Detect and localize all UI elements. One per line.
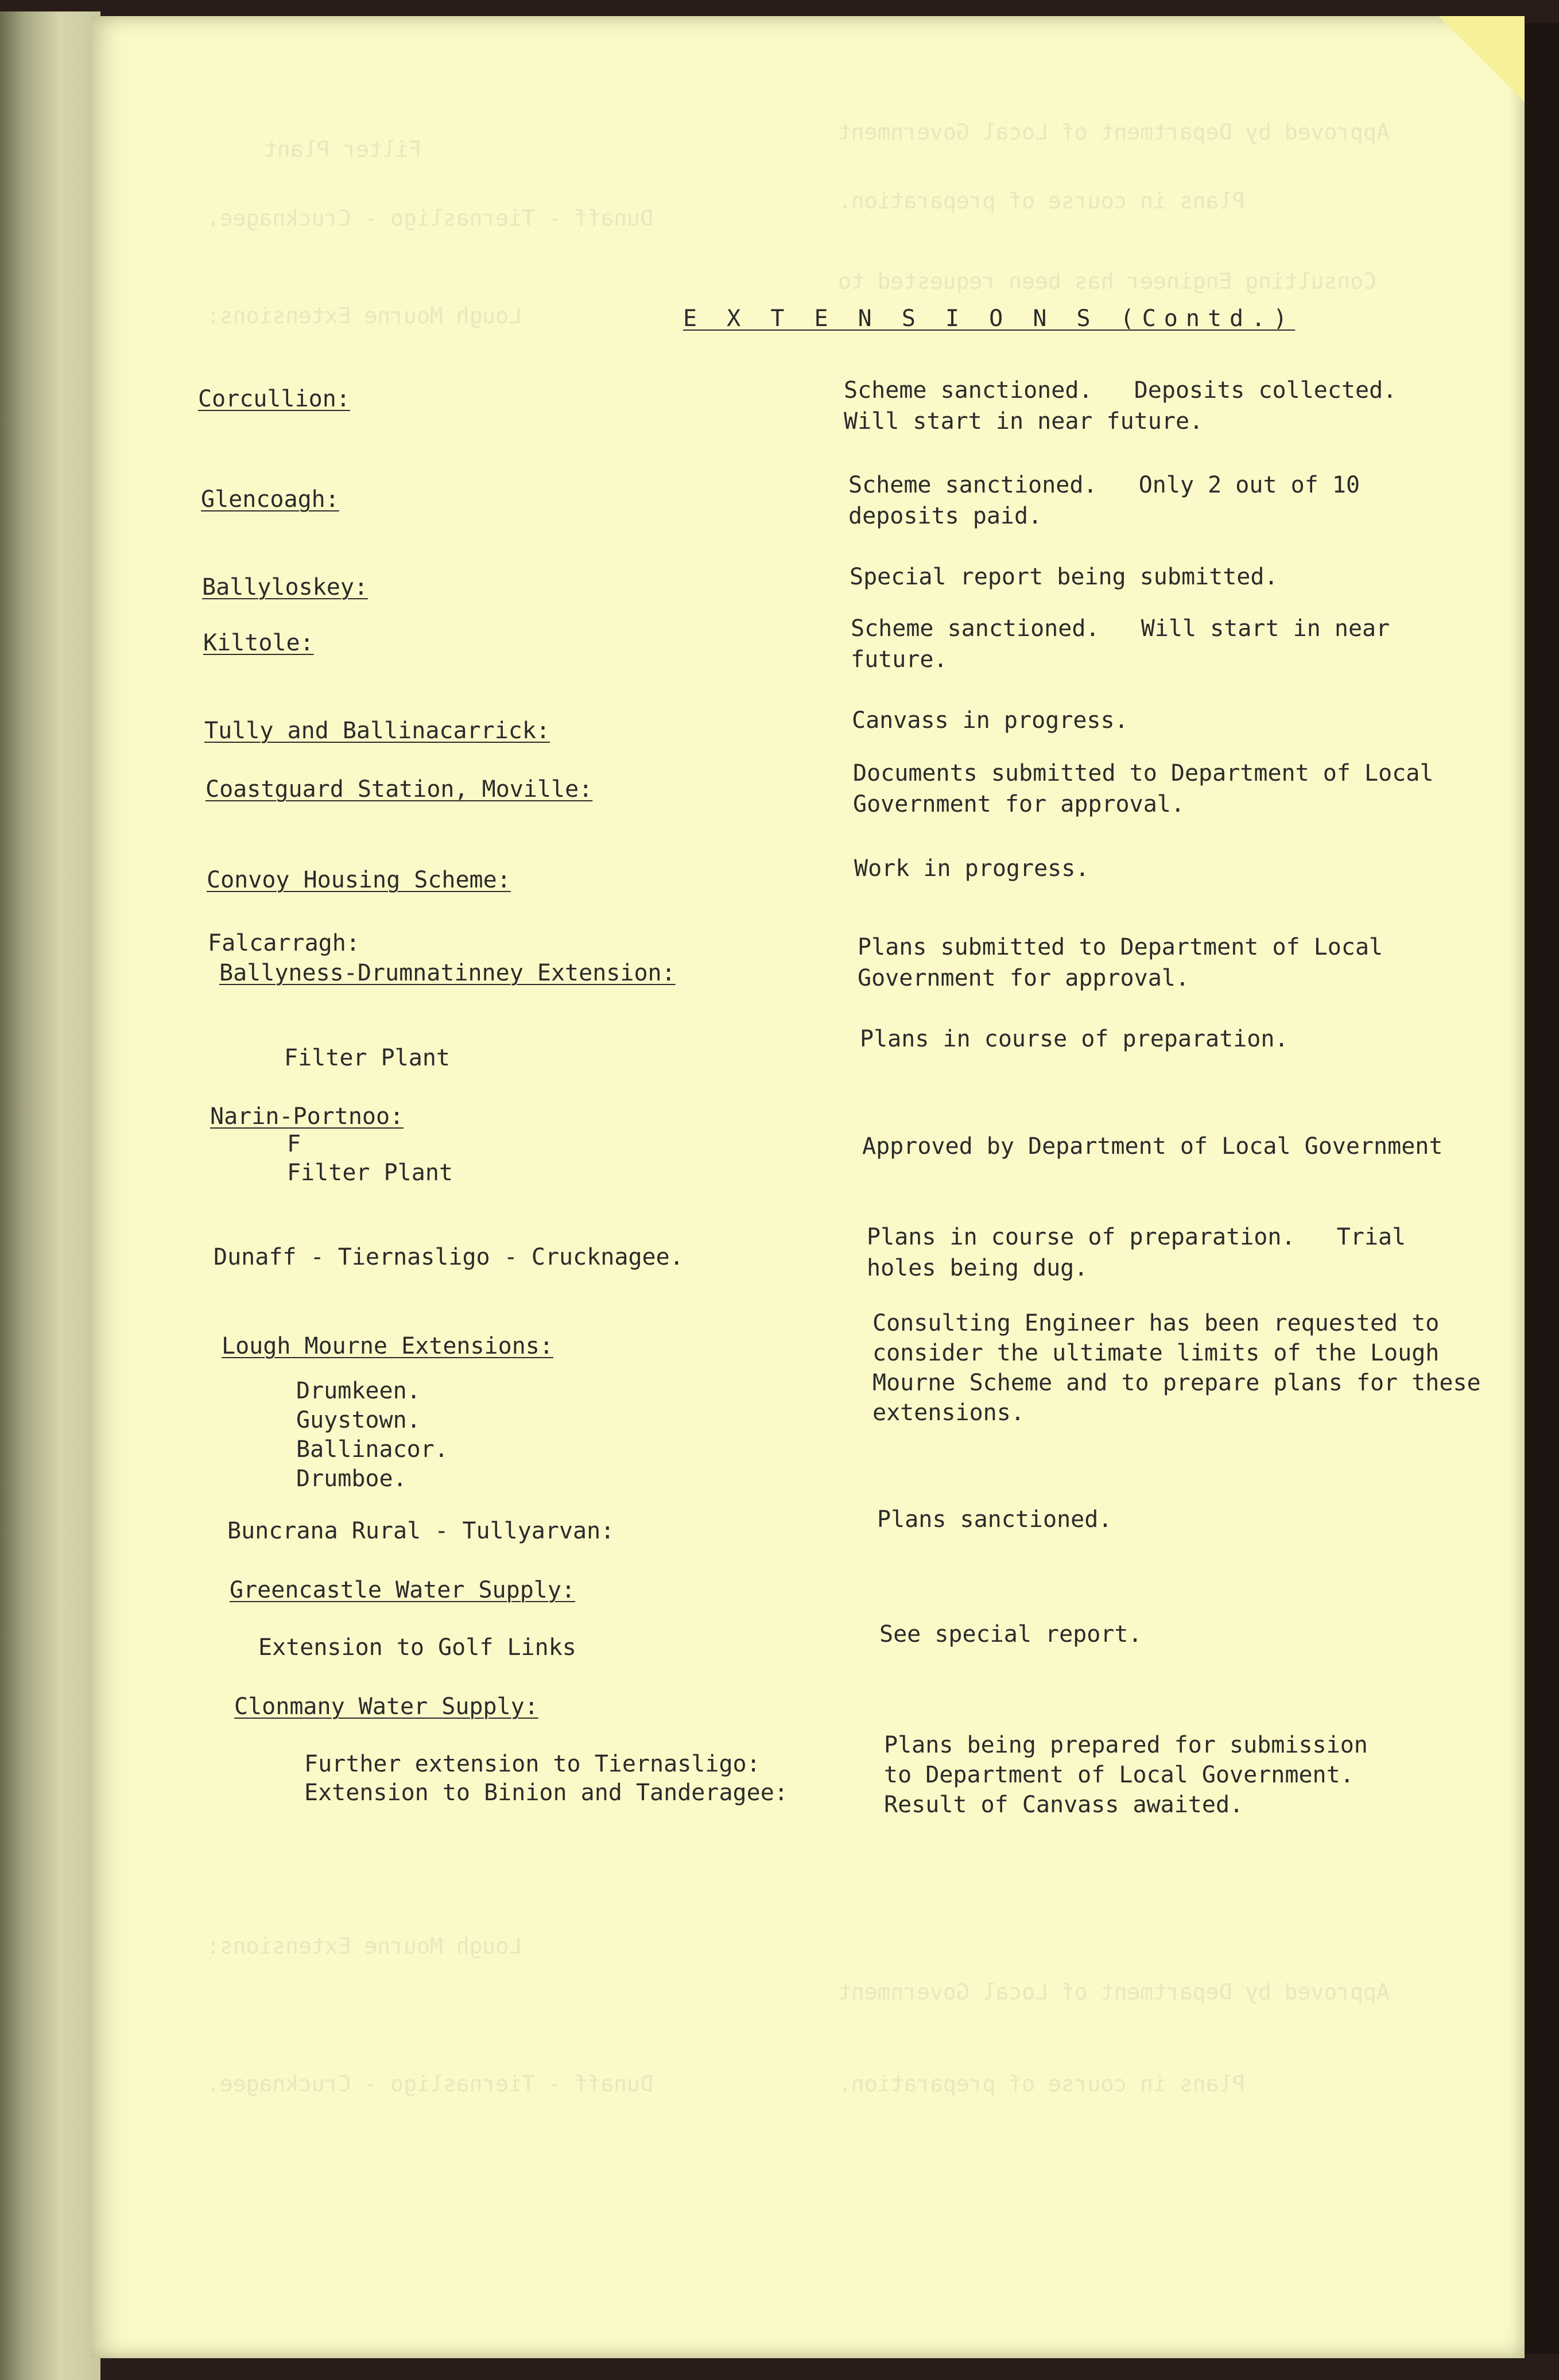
item-sub-location: Drumboe. (296, 1466, 407, 1492)
item-status-line: Mourne Scheme and to prepare plans for these (872, 1370, 1481, 1396)
item-heading-buncrana: Buncrana Rural - Tullyarvan: (227, 1518, 615, 1544)
item-status-line: future. (851, 646, 948, 673)
item-heading-convoy: Convoy Housing Scheme: (207, 867, 511, 893)
item-heading-ballyloskey: Ballyloskey: (202, 574, 368, 600)
corner-fold (1438, 16, 1525, 102)
item-status-line: Government for approval. (858, 965, 1189, 991)
bleed-through-text: Filter Plant Approved by Department of Local Government Dunaff - Tiernasligo - Crucknagee. Plans in course of preparation. Lough Mourne Extensions: Consulting Engineer has been requested to Lough Mourne Extensions: Approved by Department of Local Government Dunaff - Tiernasligo - Crucknagee. Plans in course of preparation. (207, 119, 1390, 2096)
item-heading-coastguard: Coastguard Station, Moville: (205, 776, 593, 803)
item-heading-narin-portnoo: Narin-Portnoo: (210, 1103, 404, 1130)
item-status-line: Plans submitted to Department of Local (858, 934, 1383, 960)
item-sub-location: Ballinacor. (296, 1436, 448, 1463)
item-subheading-filter-plant: Filter Plant (284, 1045, 450, 1071)
item-status-line: Scheme sanctioned. Will start in near (851, 615, 1390, 642)
item-status-line: extensions. (872, 1400, 1025, 1426)
item-status-line: Will start in near future. (844, 408, 1204, 435)
page-title: E X T E N S I O N S (Contd.) (683, 305, 1296, 332)
item-sub-location: Extension to Binion and Tanderagee: (304, 1780, 788, 1806)
item-status-line: Documents submitted to Department of Local (853, 760, 1434, 786)
item-status-line: Special report being submitted. (850, 564, 1278, 590)
document-page (92, 16, 1525, 2358)
item-status-line: Work in progress. (854, 855, 1089, 882)
item-heading-corcullion: Corcullion: (198, 386, 350, 412)
book-gutter (0, 11, 100, 2380)
item-subheading-ballyness: Ballyness-Drumnatinney Extension: (219, 960, 676, 986)
item-sub-location: Further extension to Tiernasligo: (304, 1751, 761, 1777)
item-status-line: Consulting Engineer has been requested to (872, 1310, 1440, 1336)
item-sub-location: Drumkeen. (296, 1378, 421, 1404)
item-status-line: Plans in course of preparation. Trial (867, 1224, 1406, 1250)
item-subheading-f: F (287, 1131, 301, 1157)
item-subheading-filter-plant: Filter Plant (287, 1160, 453, 1186)
item-heading-falcarragh: Falcarragh: (208, 930, 360, 956)
item-subheading-golf-links: Extension to Golf Links (258, 1634, 576, 1661)
item-status-line: Result of Canvass awaited. (884, 1792, 1244, 1818)
item-status-line: Approved by Department of Local Government (862, 1133, 1443, 1160)
page-edge-shadow (1525, 23, 1559, 2354)
item-sub-location: Guystown. (296, 1407, 421, 1433)
item-status-line: See special report. (879, 1621, 1142, 1648)
item-status-line: consider the ultimate limits of the Lough (872, 1340, 1440, 1366)
item-status-line: Scheme sanctioned. Deposits collected. (844, 377, 1397, 404)
item-status-line: Government for approval. (853, 791, 1185, 817)
item-status-line: holes being dug. (867, 1255, 1088, 1281)
item-status-line: Canvass in progress. (852, 707, 1128, 734)
item-heading-glencoagh: Glencoagh: (201, 486, 339, 513)
item-status-line: Scheme sanctioned. Only 2 out of 10 (848, 472, 1360, 498)
item-status-line: Plans in course of preparation. (860, 1026, 1289, 1052)
item-heading-clonmany: Clonmany Water Supply: (234, 1693, 538, 1720)
item-status-line: to Department of Local Government. (884, 1762, 1354, 1788)
item-heading-kiltole: Kiltole: (203, 630, 314, 656)
item-status-line: deposits paid. (848, 503, 1042, 529)
item-status-line: Plans sanctioned. (877, 1506, 1112, 1533)
item-heading-tully: Tully and Ballinacarrick: (204, 718, 550, 744)
item-status-line: Plans being prepared for submission (884, 1732, 1368, 1758)
item-heading-greencastle: Greencastle Water Supply: (230, 1577, 576, 1603)
item-heading-lough-mourne: Lough Mourne Extensions: (222, 1333, 553, 1359)
item-heading-dunaff: Dunaff - Tiernasligo - Crucknagee. (214, 1244, 684, 1270)
